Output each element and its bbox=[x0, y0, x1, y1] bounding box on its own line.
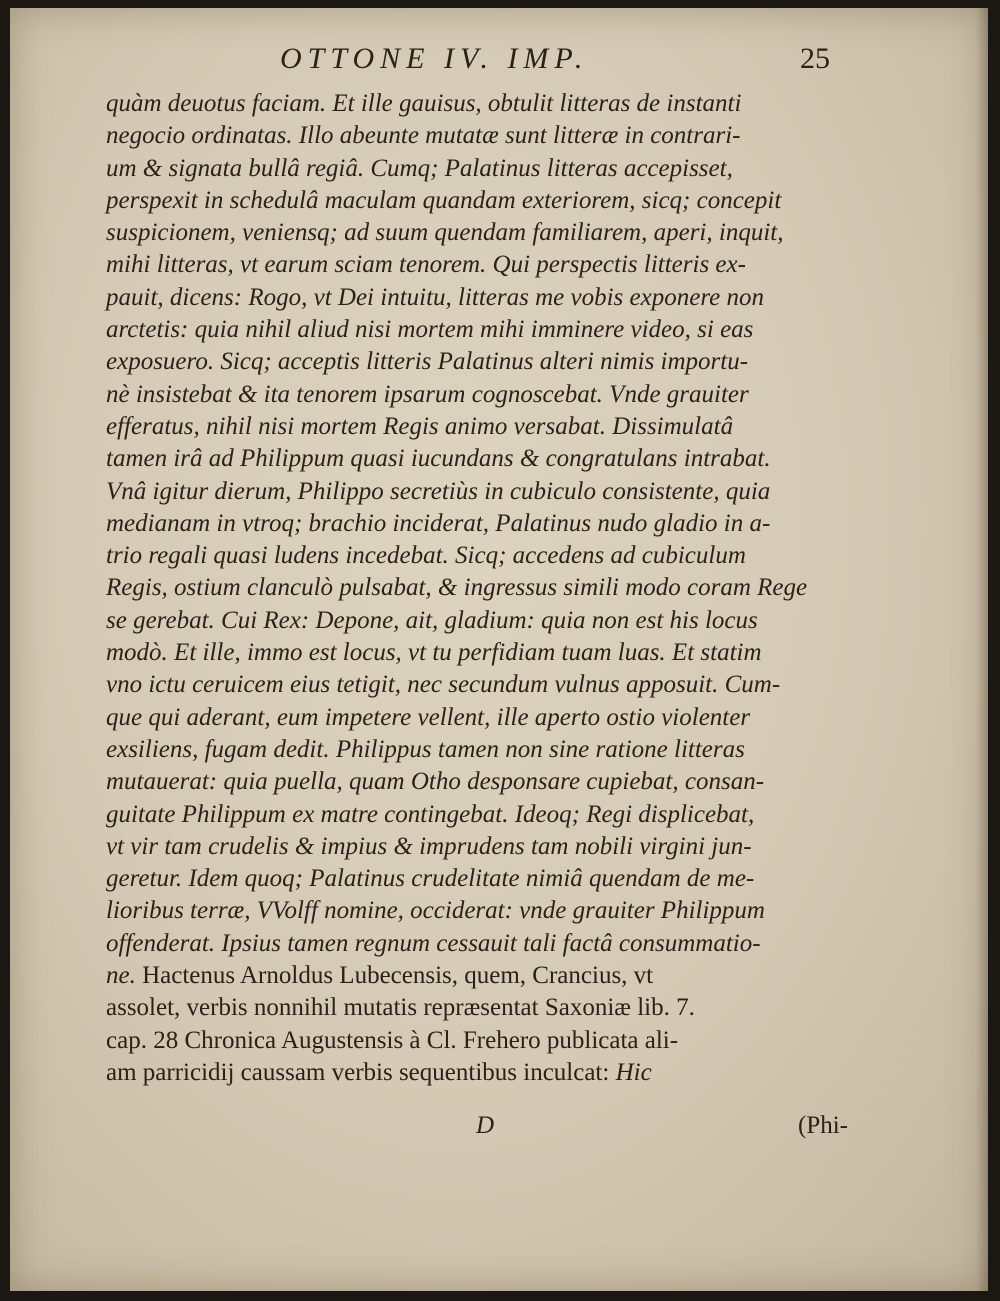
page-header bbox=[280, 42, 880, 82]
text-line-roman: cap. 28 Chronica Augustensis à Cl. Frehero publicata ali- bbox=[106, 1026, 679, 1054]
body-text bbox=[106, 88, 848, 1089]
text-line: vt vir tam crudelis & impius & imprudens tam nobili virgini jun- bbox=[106, 832, 752, 860]
text-line: mutauerat: quia puella, quam Otho desponsare cupiebat, consan- bbox=[106, 768, 765, 796]
page-edge-shadow bbox=[976, 8, 988, 1291]
text-line-mixed bbox=[106, 960, 848, 992]
page-footer bbox=[106, 1112, 848, 1148]
text-line: pauit, dicens: Rogo, vt Dei intuitu, litteras me vobis exponere non bbox=[106, 283, 764, 311]
text-line: negocio ordinatas. Illo abeunte mutatæ sunt litteræ in contrari- bbox=[106, 122, 741, 150]
roman-start: Hactenus Arnoldus Lubecensis, quem, Crancius, vt bbox=[135, 962, 654, 990]
text-line: quàm deuotus faciam. Et ille gauisus, obtulit litteras de instanti bbox=[106, 90, 742, 117]
page-number: 25 bbox=[800, 42, 830, 75]
text-line-last bbox=[106, 1057, 848, 1089]
text-line: mihi litteras, vt earum sciam tenorem. Qui perspectis litteris ex- bbox=[106, 251, 746, 279]
text-line: exsiliens, fugam dedit. Philippus tamen non sine ratione litteras bbox=[106, 735, 745, 763]
text-line: Vnâ igitur dierum, Philippo secretiùs in cubiculo consistente, quia bbox=[106, 477, 771, 505]
catchword: (Phi- bbox=[798, 1112, 848, 1139]
text-line: geretur. Idem quoq; Palatinus crudelitate nimiâ quendam de me- bbox=[106, 865, 755, 893]
text-line: exposuero. Sicq; acceptis litteris Palatinus alteri nimis importu- bbox=[106, 348, 749, 376]
text-line: guitate Philippum ex matre contingebat. Ideoq; Regi displicebat, bbox=[106, 800, 755, 828]
signature-mark: D bbox=[476, 1112, 495, 1139]
text-line: modò. Et ille, immo est locus, vt tu perfidiam tuam luas. Et statim bbox=[106, 639, 762, 667]
text-line: trio regali quasi ludens incedebat. Sicq; accedens ad cubiculum bbox=[106, 542, 746, 570]
text-line: efferatus, nihil nisi mortem Regis animo versabat. Dissimulatâ bbox=[106, 412, 734, 440]
text-line: se gerebat. Cui Rex: Depone, ait, gladium: quia non est his locus bbox=[106, 606, 758, 634]
text-line: Regis, ostium clanculò pulsabat, & ingressus simili modo coram Rege bbox=[106, 574, 808, 602]
text-line: offenderat. Ipsius tamen regnum cessauit tali factâ consummatio- bbox=[106, 929, 761, 957]
italic-ending: ne. bbox=[106, 962, 136, 990]
text-line: nè insistebat & ita tenorem ipsarum cognoscebat. Vnde grauiter bbox=[106, 380, 749, 408]
text-line: um & signata bullâ regiâ. Cumq; Palatinus litteras accepisset, bbox=[106, 154, 733, 182]
text-line: vno ictu ceruicem eius tetigit, nec secundum vulnus apposuit. Cum- bbox=[106, 671, 781, 699]
text-line: que qui aderant, eum impetere vellent, ille aperto ostio violenter bbox=[106, 703, 751, 731]
text-line-roman: assolet, verbis nonnihil mutatis repræsentat Saxoniæ lib. 7. bbox=[106, 994, 695, 1022]
text-line: lioribus terræ, VVolff nomine, occiderat: vnde grauiter Philippum bbox=[106, 897, 765, 925]
text-line: suspicionem, veniensq; ad suum quendam familiarem, aperi, inquit, bbox=[106, 219, 784, 247]
roman-part: am parricidij caussam verbis sequentibus inculcat: bbox=[106, 1058, 610, 1086]
text-line: perspexit in schedulâ maculam quandam exteriorem, sicq; concepit bbox=[106, 186, 782, 214]
text-line: medianam in vtroq; brachio inciderat, Palatinus nudo gladio in a- bbox=[106, 509, 771, 537]
text-line: arctetis: quia nihil aliud nisi mortem mihi imminere video, si eas bbox=[106, 316, 754, 344]
running-title: OTTONE IV. IMP. bbox=[280, 42, 589, 75]
italic-text-block bbox=[106, 88, 848, 960]
text-line: tamen irâ ad Philippum quasi iucundans & congratulans intrabat. bbox=[106, 445, 771, 473]
book-page bbox=[10, 8, 988, 1291]
italic-part: Hic bbox=[609, 1058, 652, 1086]
